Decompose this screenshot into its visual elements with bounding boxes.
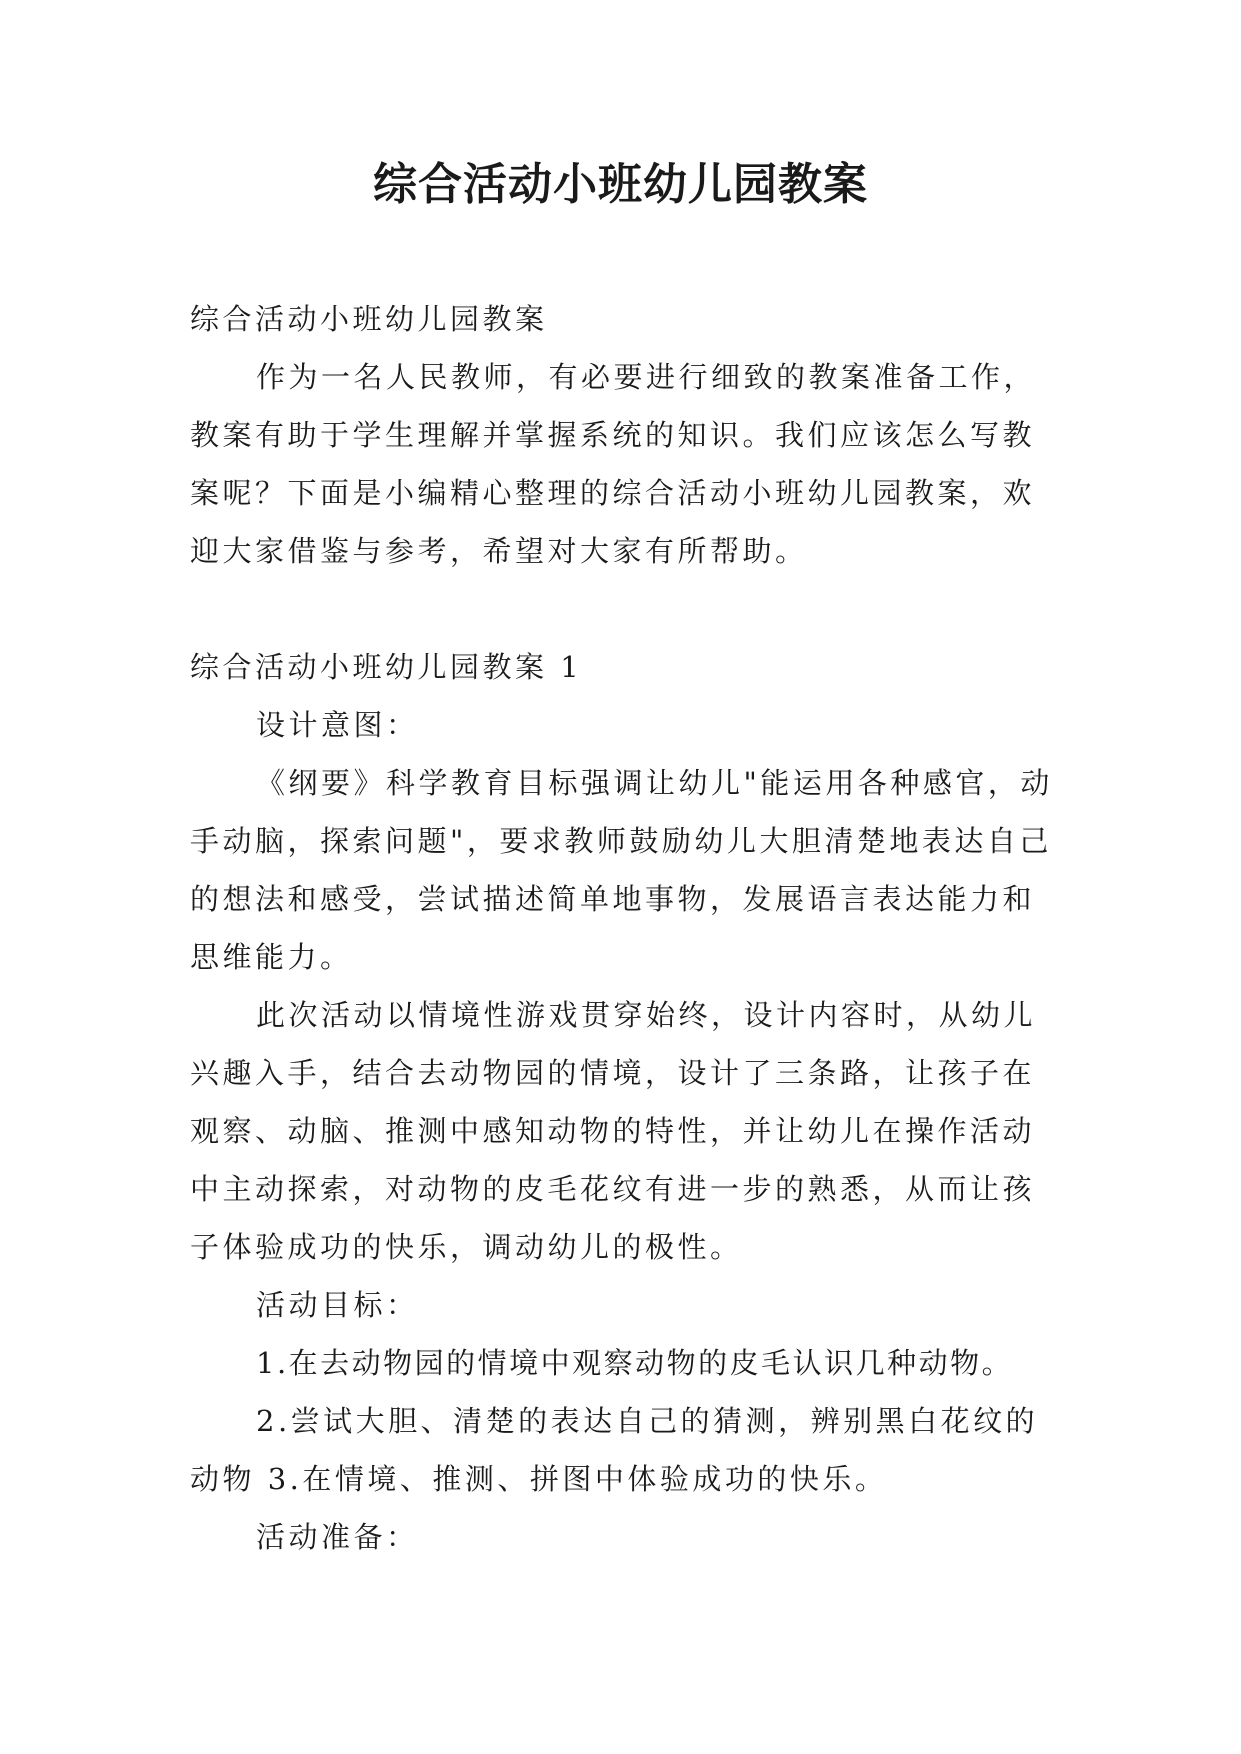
document-body — [190, 290, 1060, 1566]
goals-label: 活动目标： — [256, 1288, 419, 1322]
design-intent-paragraph-1: 《纲要》科学教育目标强调让幼儿"能运用各种感官，动手动脑，探索问题"，要求教师鼓励幼儿大胆清楚地表达自己的想法和感受，尝试描述简单地事物，发展语言表达能力和思维能力。 — [190, 766, 1053, 974]
spacer — [190, 580, 1060, 638]
goal-item-1: 1.在去动物园的情境中观察动物的皮毛认识几种动物。 — [256, 1346, 1014, 1380]
design-intent-paragraph-2: 此次活动以情境性游戏贯穿始终，设计内容时，从幼儿兴趣入手，结合去动物园的情境，设计了三条路，让孩子在观察、动脑、推测中感知动物的特性，并让幼儿在操作活动中主动探索，对动物的皮毛花纹有进一步的熟悉，从而让孩子体验成功的快乐，调动幼儿的极性。 — [190, 998, 1037, 1264]
section-heading: 综合活动小班幼儿园教案 1 — [190, 650, 583, 684]
intro-paragraph: 作为一名人民教师，有必要进行细致的教案准备工作，教案有助于学生理解并掌握系统的知识。我们应该怎么写教案呢？下面是小编精心整理的综合活动小班幼儿园教案，欢迎大家借鉴与参考，希望对大家有所帮助。 — [190, 360, 1037, 568]
design-intent-label: 设计意图： — [256, 708, 419, 742]
goal-item-2: 2.尝试大胆、清楚的表达自己的猜测，辨别黑白花纹的动物 3.在情境、推测、拼图中体验成功的快乐。 — [190, 1404, 1039, 1496]
document-title: 综合活动小班幼儿园教案 — [373, 159, 868, 210]
document-subtitle: 综合活动小班幼儿园教案 — [190, 302, 548, 336]
preparation-label: 活动准备： — [256, 1520, 419, 1554]
